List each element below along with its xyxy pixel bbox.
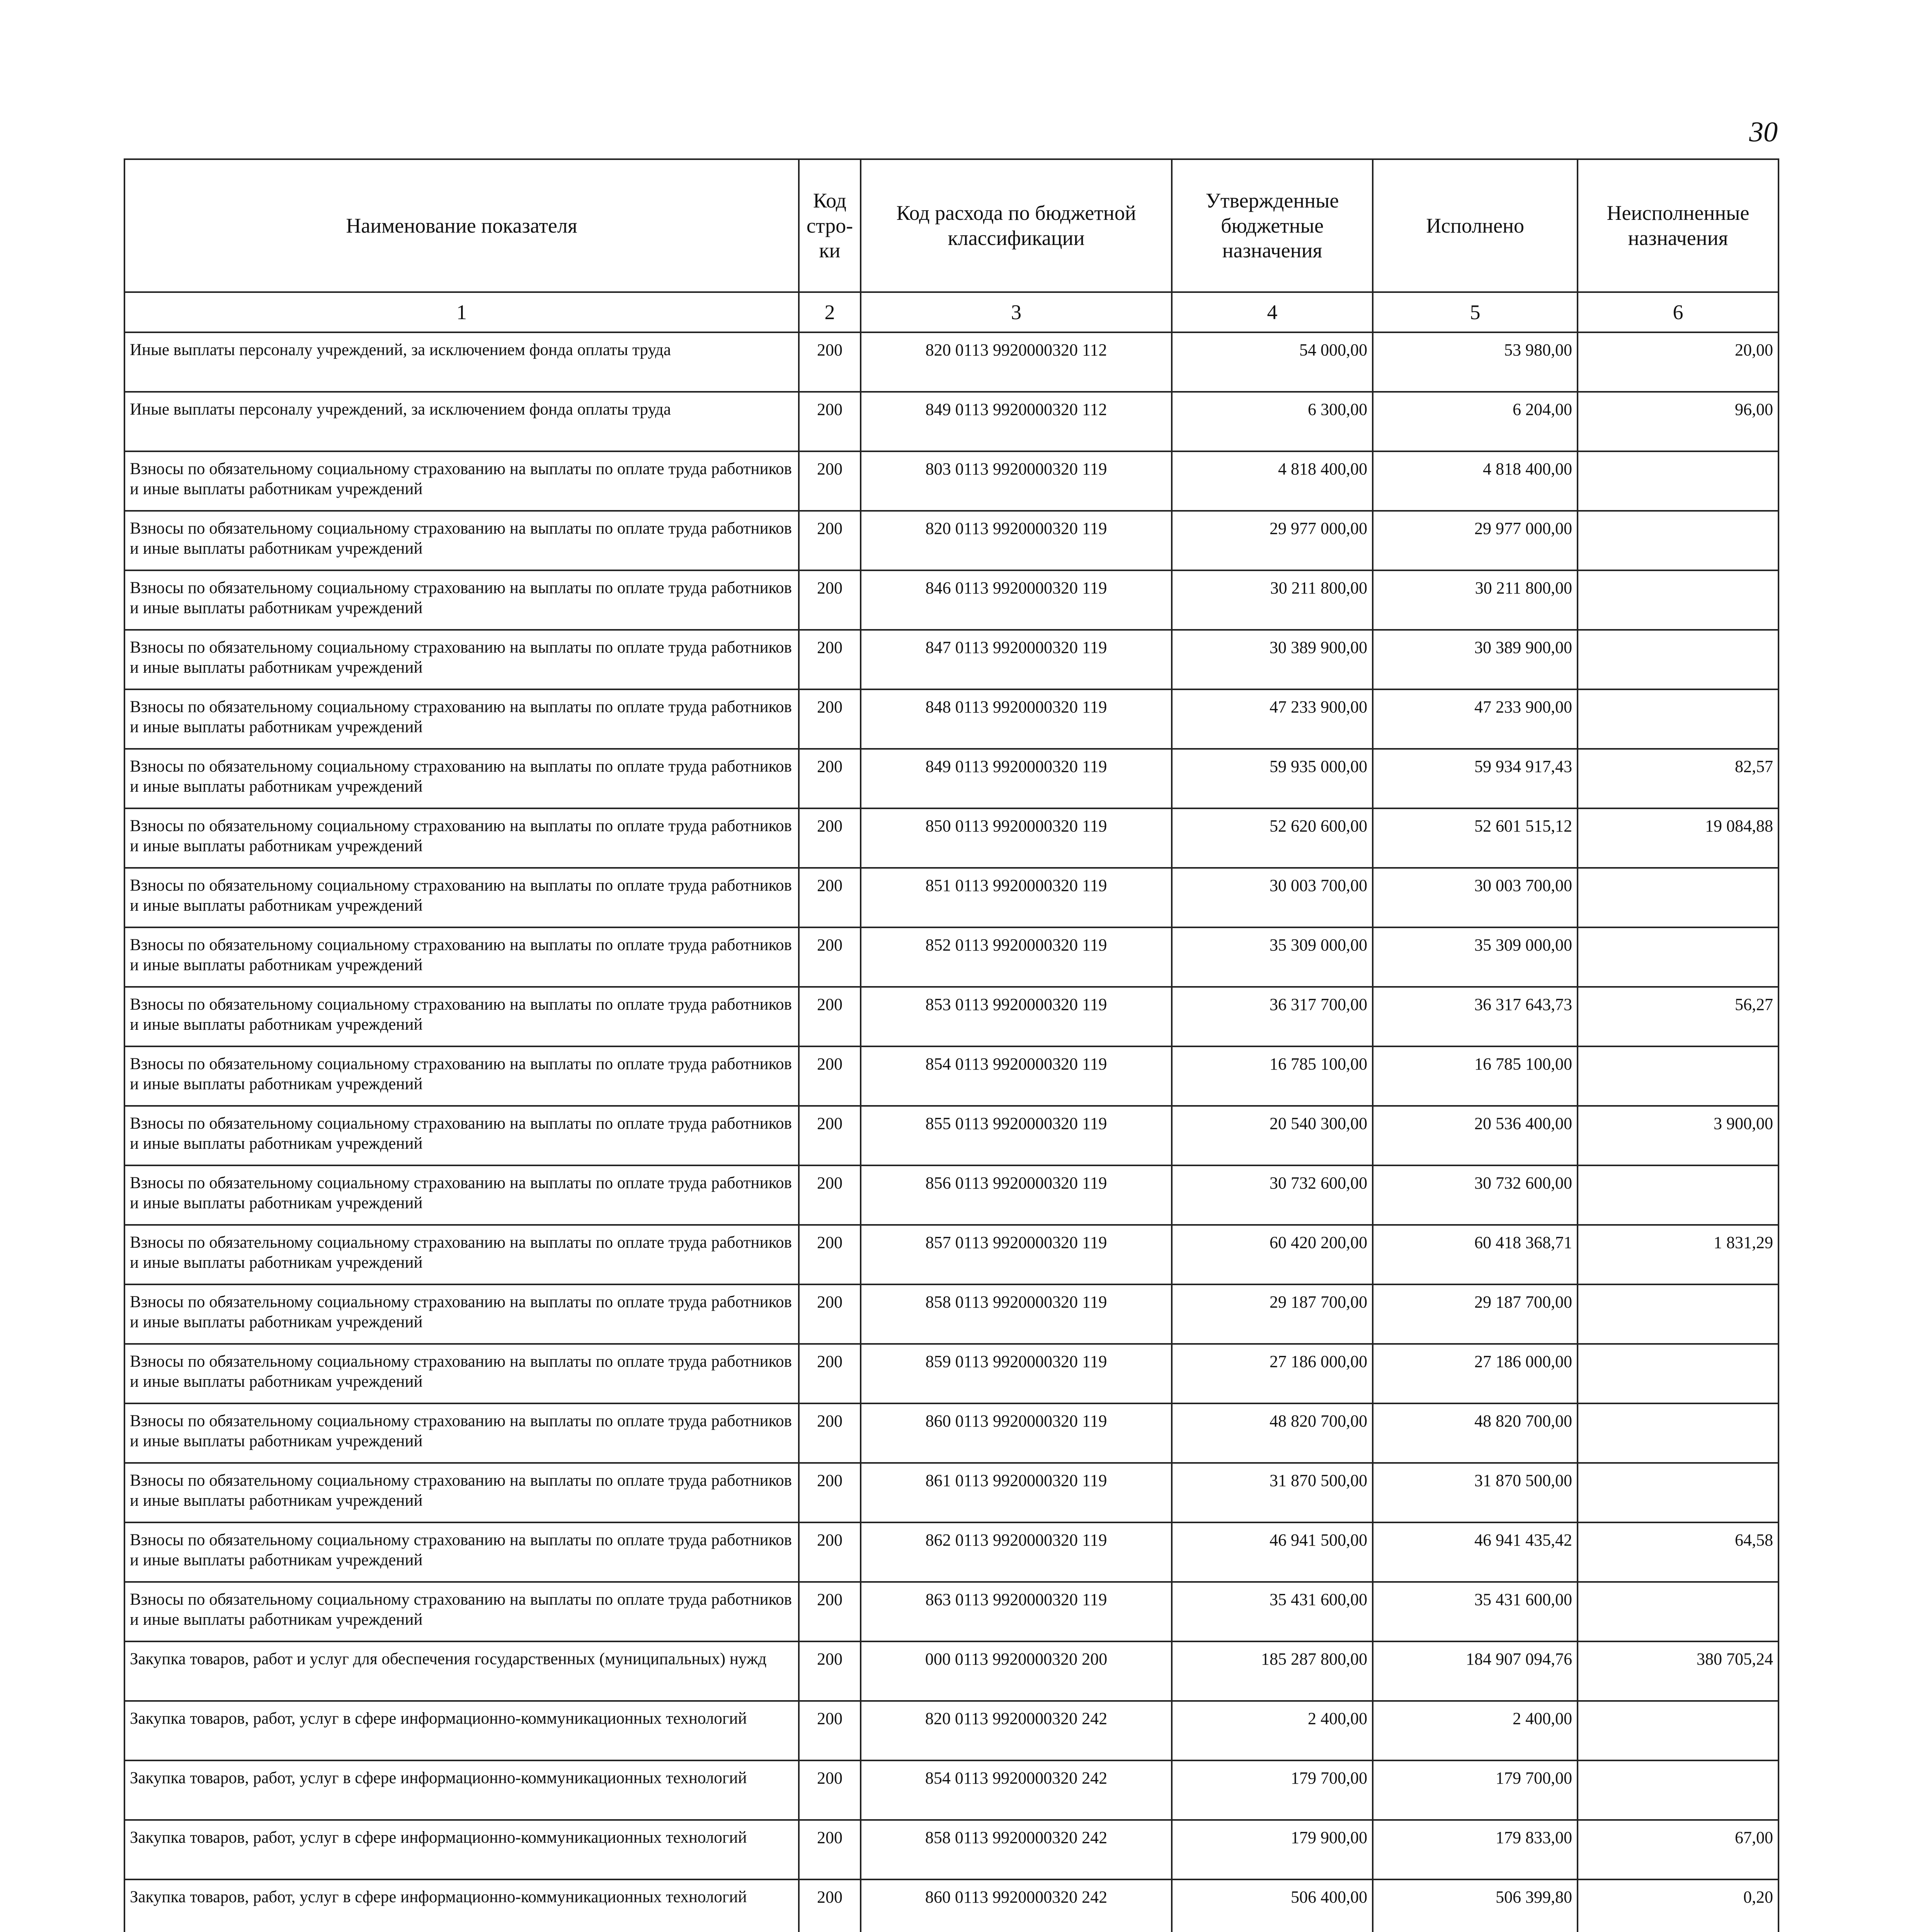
executed-amount: 29 187 700,00 xyxy=(1373,1284,1578,1344)
indicator-name: Взносы по обязательному социальному страхованию на выплаты по оплате труда работников и иные выплаты работникам учреждений xyxy=(124,630,799,689)
budget-code: 820 0113 9920000320 119 xyxy=(861,511,1172,570)
line-code: 200 xyxy=(799,1582,861,1641)
budget-code: 859 0113 9920000320 119 xyxy=(861,1344,1172,1403)
indicator-name: Взносы по обязательному социальному страхованию на выплаты по оплате труда работников и иные выплаты работникам учреждений xyxy=(124,749,799,808)
table-row xyxy=(124,392,1779,451)
unexecuted-amount: 0,20 xyxy=(1578,1879,1779,1932)
line-code: 200 xyxy=(799,1225,861,1284)
unexecuted-amount xyxy=(1578,451,1779,511)
indicator-name: Взносы по обязательному социальному страхованию на выплаты по оплате труда работников и иные выплаты работникам учреждений xyxy=(124,808,799,868)
executed-amount: 59 934 917,43 xyxy=(1373,749,1578,808)
table-row xyxy=(124,927,1779,987)
executed-amount: 20 536 400,00 xyxy=(1373,1106,1578,1165)
table-row xyxy=(124,1463,1779,1522)
unexecuted-amount: 3 900,00 xyxy=(1578,1106,1779,1165)
approved-amount: 2 400,00 xyxy=(1172,1701,1373,1760)
unexecuted-amount xyxy=(1578,1046,1779,1106)
table-row xyxy=(124,868,1779,927)
table-row xyxy=(124,808,1779,868)
line-code: 200 xyxy=(799,808,861,868)
indicator-name: Взносы по обязательному социальному страхованию на выплаты по оплате труда работников и иные выплаты работникам учреждений xyxy=(124,1106,799,1165)
budget-code: 858 0113 9920000320 242 xyxy=(861,1820,1172,1879)
executed-amount: 30 211 800,00 xyxy=(1373,570,1578,630)
header-budget-code: Код расхода по бюджетной классификации xyxy=(861,159,1172,292)
approved-amount: 16 785 100,00 xyxy=(1172,1046,1373,1106)
line-code: 200 xyxy=(799,1641,861,1701)
line-code: 200 xyxy=(799,689,861,749)
indicator-name: Взносы по обязательному социальному страхованию на выплаты по оплате труда работников и иные выплаты работникам учреждений xyxy=(124,689,799,749)
executed-amount: 506 399,80 xyxy=(1373,1879,1578,1932)
approved-amount: 36 317 700,00 xyxy=(1172,987,1373,1046)
executed-amount: 27 186 000,00 xyxy=(1373,1344,1578,1403)
executed-amount: 60 418 368,71 xyxy=(1373,1225,1578,1284)
approved-amount: 54 000,00 xyxy=(1172,332,1373,392)
budget-code: 860 0113 9920000320 119 xyxy=(861,1403,1172,1463)
table-row xyxy=(124,332,1779,392)
approved-amount: 185 287 800,00 xyxy=(1172,1641,1373,1701)
table-row xyxy=(124,1522,1779,1582)
executed-amount: 35 309 000,00 xyxy=(1373,927,1578,987)
approved-amount: 30 732 600,00 xyxy=(1172,1165,1373,1225)
executed-amount: 179 700,00 xyxy=(1373,1760,1578,1820)
approved-amount: 27 186 000,00 xyxy=(1172,1344,1373,1403)
line-code: 200 xyxy=(799,1879,861,1932)
approved-amount: 6 300,00 xyxy=(1172,392,1373,451)
indicator-name: Иные выплаты персоналу учреждений, за исключением фонда оплаты труда xyxy=(124,332,799,392)
line-code: 200 xyxy=(799,749,861,808)
budget-code: 846 0113 9920000320 119 xyxy=(861,570,1172,630)
indicator-name: Взносы по обязательному социальному страхованию на выплаты по оплате труда работников и иные выплаты работникам учреждений xyxy=(124,570,799,630)
table-row xyxy=(124,1582,1779,1641)
executed-amount: 184 907 094,76 xyxy=(1373,1641,1578,1701)
table-row xyxy=(124,749,1779,808)
unexecuted-amount: 19 084,88 xyxy=(1578,808,1779,868)
approved-amount: 48 820 700,00 xyxy=(1172,1403,1373,1463)
approved-amount: 179 900,00 xyxy=(1172,1820,1373,1879)
budget-code: 803 0113 9920000320 119 xyxy=(861,451,1172,511)
unexecuted-amount xyxy=(1578,1403,1779,1463)
budget-code: 853 0113 9920000320 119 xyxy=(861,987,1172,1046)
table-row xyxy=(124,689,1779,749)
budget-code: 850 0113 9920000320 119 xyxy=(861,808,1172,868)
unexecuted-amount: 380 705,24 xyxy=(1578,1641,1779,1701)
table-row xyxy=(124,1165,1779,1225)
unexecuted-amount xyxy=(1578,1582,1779,1641)
approved-amount: 4 818 400,00 xyxy=(1172,451,1373,511)
approved-amount: 30 389 900,00 xyxy=(1172,630,1373,689)
table-row xyxy=(124,1046,1779,1106)
approved-amount: 30 211 800,00 xyxy=(1172,570,1373,630)
column-number: 4 xyxy=(1172,292,1373,332)
budget-code: 860 0113 9920000320 242 xyxy=(861,1879,1172,1932)
header-name: Наименование показателя xyxy=(124,159,799,292)
approved-amount: 59 935 000,00 xyxy=(1172,749,1373,808)
approved-amount: 179 700,00 xyxy=(1172,1760,1373,1820)
table-body xyxy=(124,332,1779,1932)
executed-amount: 47 233 900,00 xyxy=(1373,689,1578,749)
line-code: 200 xyxy=(799,1046,861,1106)
budget-code: 849 0113 9920000320 119 xyxy=(861,749,1172,808)
indicator-name: Закупка товаров, работ, услуг в сфере информационно-коммуникационных технологий xyxy=(124,1820,799,1879)
approved-amount: 29 187 700,00 xyxy=(1172,1284,1373,1344)
budget-code: 820 0113 9920000320 112 xyxy=(861,332,1172,392)
unexecuted-amount xyxy=(1578,1701,1779,1760)
column-number: 3 xyxy=(861,292,1172,332)
table-row xyxy=(124,511,1779,570)
unexecuted-amount: 64,58 xyxy=(1578,1522,1779,1582)
approved-amount: 30 003 700,00 xyxy=(1172,868,1373,927)
executed-amount: 6 204,00 xyxy=(1373,392,1578,451)
header-approved: Утвержденные бюджетные назначения xyxy=(1172,159,1373,292)
indicator-name: Взносы по обязательному социальному страхованию на выплаты по оплате труда работников и иные выплаты работникам учреждений xyxy=(124,1165,799,1225)
indicator-name: Закупка товаров, работ, услуг в сфере информационно-коммуникационных технологий xyxy=(124,1701,799,1760)
table-row xyxy=(124,1403,1779,1463)
budget-code: 820 0113 9920000320 242 xyxy=(861,1701,1172,1760)
line-code: 200 xyxy=(799,1820,861,1879)
line-code: 200 xyxy=(799,1760,861,1820)
line-code: 200 xyxy=(799,451,861,511)
line-code: 200 xyxy=(799,511,861,570)
budget-execution-table xyxy=(124,158,1779,1932)
line-code: 200 xyxy=(799,1165,861,1225)
budget-code: 861 0113 9920000320 119 xyxy=(861,1463,1172,1522)
line-code: 200 xyxy=(799,868,861,927)
unexecuted-amount xyxy=(1578,1463,1779,1522)
approved-amount: 506 400,00 xyxy=(1172,1879,1373,1932)
header-line-code: Код стро-ки xyxy=(799,159,861,292)
indicator-name: Взносы по обязательному социальному страхованию на выплаты по оплате труда работников и иные выплаты работникам учреждений xyxy=(124,927,799,987)
approved-amount: 31 870 500,00 xyxy=(1172,1463,1373,1522)
indicator-name: Взносы по обязательному социальному страхованию на выплаты по оплате труда работников и иные выплаты работникам учреждений xyxy=(124,1046,799,1106)
table-row xyxy=(124,1106,1779,1165)
executed-amount: 4 818 400,00 xyxy=(1373,451,1578,511)
table-row xyxy=(124,1820,1779,1879)
indicator-name: Закупка товаров, работ, услуг в сфере информационно-коммуникационных технологий xyxy=(124,1760,799,1820)
budget-code: 856 0113 9920000320 119 xyxy=(861,1165,1172,1225)
line-code: 200 xyxy=(799,392,861,451)
unexecuted-amount: 56,27 xyxy=(1578,987,1779,1046)
budget-code: 000 0113 9920000320 200 xyxy=(861,1641,1172,1701)
table-row xyxy=(124,1641,1779,1701)
indicator-name: Закупка товаров, работ и услуг для обеспечения государственных (муниципальных) нужд xyxy=(124,1641,799,1701)
unexecuted-amount xyxy=(1578,1344,1779,1403)
executed-amount: 31 870 500,00 xyxy=(1373,1463,1578,1522)
table-header-row xyxy=(124,159,1779,292)
indicator-name: Взносы по обязательному социальному страхованию на выплаты по оплате труда работников и иные выплаты работникам учреждений xyxy=(124,1284,799,1344)
executed-amount: 30 732 600,00 xyxy=(1373,1165,1578,1225)
column-number: 6 xyxy=(1578,292,1779,332)
unexecuted-amount: 1 831,29 xyxy=(1578,1225,1779,1284)
budget-code: 854 0113 9920000320 242 xyxy=(861,1760,1172,1820)
budget-code: 863 0113 9920000320 119 xyxy=(861,1582,1172,1641)
table-row xyxy=(124,1225,1779,1284)
indicator-name: Взносы по обязательному социальному страхованию на выплаты по оплате труда работников и иные выплаты работникам учреждений xyxy=(124,1225,799,1284)
table-row xyxy=(124,1701,1779,1760)
unexecuted-amount xyxy=(1578,630,1779,689)
line-code: 200 xyxy=(799,1403,861,1463)
table-row xyxy=(124,570,1779,630)
line-code: 200 xyxy=(799,1344,861,1403)
table-row xyxy=(124,1284,1779,1344)
executed-amount: 52 601 515,12 xyxy=(1373,808,1578,868)
unexecuted-amount: 20,00 xyxy=(1578,332,1779,392)
table-row xyxy=(124,451,1779,511)
indicator-name: Иные выплаты персоналу учреждений, за исключением фонда оплаты труда xyxy=(124,392,799,451)
executed-amount: 179 833,00 xyxy=(1373,1820,1578,1879)
line-code: 200 xyxy=(799,630,861,689)
executed-amount: 36 317 643,73 xyxy=(1373,987,1578,1046)
approved-amount: 52 620 600,00 xyxy=(1172,808,1373,868)
budget-code: 847 0113 9920000320 119 xyxy=(861,630,1172,689)
line-code: 200 xyxy=(799,1463,861,1522)
table-row xyxy=(124,1879,1779,1932)
table-row xyxy=(124,1760,1779,1820)
budget-code: 858 0113 9920000320 119 xyxy=(861,1284,1172,1344)
line-code: 200 xyxy=(799,1522,861,1582)
unexecuted-amount xyxy=(1578,868,1779,927)
executed-amount: 30 389 900,00 xyxy=(1373,630,1578,689)
unexecuted-amount xyxy=(1578,1760,1779,1820)
line-code: 200 xyxy=(799,1284,861,1344)
indicator-name: Взносы по обязательному социальному страхованию на выплаты по оплате труда работников и иные выплаты работникам учреждений xyxy=(124,511,799,570)
line-code: 200 xyxy=(799,987,861,1046)
indicator-name: Взносы по обязательному социальному страхованию на выплаты по оплате труда работников и иные выплаты работникам учреждений xyxy=(124,1344,799,1403)
indicator-name: Взносы по обязательному социальному страхованию на выплаты по оплате труда работников и иные выплаты работникам учреждений xyxy=(124,1403,799,1463)
column-number: 2 xyxy=(799,292,861,332)
budget-code: 855 0113 9920000320 119 xyxy=(861,1106,1172,1165)
line-code: 200 xyxy=(799,570,861,630)
unexecuted-amount: 82,57 xyxy=(1578,749,1779,808)
indicator-name: Взносы по обязательному социальному страхованию на выплаты по оплате труда работников и иные выплаты работникам учреждений xyxy=(124,1582,799,1641)
unexecuted-amount xyxy=(1578,1165,1779,1225)
column-number: 1 xyxy=(124,292,799,332)
page-number: 30 xyxy=(1749,116,1778,148)
approved-amount: 29 977 000,00 xyxy=(1172,511,1373,570)
indicator-name: Взносы по обязательному социальному страхованию на выплаты по оплате труда работников и иные выплаты работникам учреждений xyxy=(124,1522,799,1582)
table-row xyxy=(124,630,1779,689)
executed-amount: 16 785 100,00 xyxy=(1373,1046,1578,1106)
unexecuted-amount: 96,00 xyxy=(1578,392,1779,451)
indicator-name: Взносы по обязательному социальному страхованию на выплаты по оплате труда работников и иные выплаты работникам учреждений xyxy=(124,1463,799,1522)
executed-amount: 29 977 000,00 xyxy=(1373,511,1578,570)
executed-amount: 53 980,00 xyxy=(1373,332,1578,392)
budget-code: 851 0113 9920000320 119 xyxy=(861,868,1172,927)
approved-amount: 35 309 000,00 xyxy=(1172,927,1373,987)
executed-amount: 2 400,00 xyxy=(1373,1701,1578,1760)
approved-amount: 46 941 500,00 xyxy=(1172,1522,1373,1582)
indicator-name: Взносы по обязательному социальному страхованию на выплаты по оплате труда работников и иные выплаты работникам учреждений xyxy=(124,987,799,1046)
approved-amount: 20 540 300,00 xyxy=(1172,1106,1373,1165)
header-unexecuted: Неисполненные назначения xyxy=(1578,159,1779,292)
approved-amount: 60 420 200,00 xyxy=(1172,1225,1373,1284)
unexecuted-amount xyxy=(1578,927,1779,987)
approved-amount: 47 233 900,00 xyxy=(1172,689,1373,749)
line-code: 200 xyxy=(799,927,861,987)
table-row xyxy=(124,1344,1779,1403)
executed-amount: 46 941 435,42 xyxy=(1373,1522,1578,1582)
budget-code: 848 0113 9920000320 119 xyxy=(861,689,1172,749)
column-number: 5 xyxy=(1373,292,1578,332)
budget-code: 854 0113 9920000320 119 xyxy=(861,1046,1172,1106)
budget-code: 862 0113 9920000320 119 xyxy=(861,1522,1172,1582)
column-number-row xyxy=(124,292,1779,332)
unexecuted-amount xyxy=(1578,511,1779,570)
executed-amount: 30 003 700,00 xyxy=(1373,868,1578,927)
unexecuted-amount: 67,00 xyxy=(1578,1820,1779,1879)
line-code: 200 xyxy=(799,332,861,392)
budget-code: 857 0113 9920000320 119 xyxy=(861,1225,1172,1284)
executed-amount: 35 431 600,00 xyxy=(1373,1582,1578,1641)
indicator-name: Взносы по обязательному социальному страхованию на выплаты по оплате труда работников и иные выплаты работникам учреждений xyxy=(124,451,799,511)
executed-amount: 48 820 700,00 xyxy=(1373,1403,1578,1463)
header-executed: Исполнено xyxy=(1373,159,1578,292)
indicator-name: Закупка товаров, работ, услуг в сфере информационно-коммуникационных технологий xyxy=(124,1879,799,1932)
unexecuted-amount xyxy=(1578,570,1779,630)
budget-code: 852 0113 9920000320 119 xyxy=(861,927,1172,987)
unexecuted-amount xyxy=(1578,689,1779,749)
indicator-name: Взносы по обязательному социальному страхованию на выплаты по оплате труда работников и иные выплаты работникам учреждений xyxy=(124,868,799,927)
line-code: 200 xyxy=(799,1701,861,1760)
line-code: 200 xyxy=(799,1106,861,1165)
budget-code: 849 0113 9920000320 112 xyxy=(861,392,1172,451)
table-row xyxy=(124,987,1779,1046)
approved-amount: 35 431 600,00 xyxy=(1172,1582,1373,1641)
unexecuted-amount xyxy=(1578,1284,1779,1344)
